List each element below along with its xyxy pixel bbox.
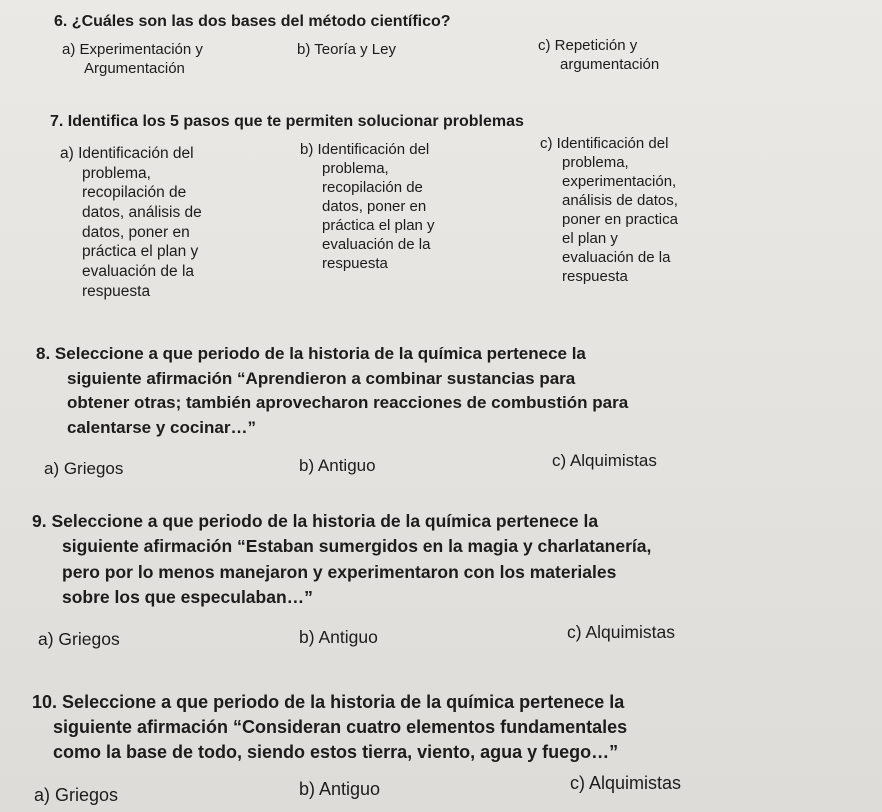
question-line: pero por lo menos manejaron y experimentaron con los materiales bbox=[62, 561, 617, 582]
q10-option-c: c) Alquimistas bbox=[570, 773, 682, 793]
q8-option-a: a) Griegos bbox=[44, 459, 124, 478]
question-line: Seleccione a que periodo de la historia de la química pertenece la bbox=[54, 344, 586, 363]
question-line: sobre los que especulaban…” bbox=[62, 587, 313, 608]
q8-option-c: c) Alquimistas bbox=[552, 451, 657, 470]
q9-option-c: c) Alquimistas bbox=[567, 622, 675, 642]
question-line: siguiente afirmación “Estaban sumergidos en la magia y charlatanería, bbox=[62, 536, 652, 557]
question-line: obtener otras; también aprovecharon reacciones de combustión para bbox=[67, 393, 629, 413]
question-line: como la base de todo, siendo estos tierra, viento, agua y fuego…” bbox=[53, 741, 619, 762]
question-number: 8. bbox=[36, 344, 51, 363]
question-text: ¿Cuáles son las dos bases del método científico? bbox=[71, 13, 451, 30]
question-line: Seleccione a que periodo de la historia de la química pertenece la bbox=[62, 692, 625, 712]
question-number: 6. bbox=[54, 13, 68, 30]
question-6 bbox=[54, 12, 451, 32]
question-number: 10. bbox=[32, 692, 58, 712]
question-line: siguiente afirmación “Consideran cuatro elementos fundamentales bbox=[53, 716, 628, 737]
q7-option-a: a) Identificación del problema, recopilación de datos, análisis de datos, poner en práctica el plan y evaluación de la respuesta bbox=[60, 145, 202, 300]
q8-option-b: b) Antiguo bbox=[299, 456, 376, 475]
q7-option-c: c) Identificación del problema, experimentación, análisis de datos, poner en practica el plan y evaluación de la respuesta bbox=[540, 135, 678, 286]
question-line: Seleccione a que periodo de la historia de la química pertenece la bbox=[51, 511, 599, 531]
question-7 bbox=[50, 112, 524, 132]
question-9 bbox=[32, 509, 651, 611]
question-line: calentarse y cocinar…” bbox=[67, 417, 256, 437]
q9-option-b: b) Antiguo bbox=[299, 627, 378, 647]
q7-option-b: b) Identificación del problema, recopilación de datos, poner en práctica el plan y evaluación de la respuesta bbox=[300, 141, 435, 273]
question-number: 9. bbox=[32, 511, 47, 531]
q10-option-a: a) Griegos bbox=[34, 785, 119, 805]
q9-option-a: a) Griegos bbox=[38, 629, 120, 649]
question-8 bbox=[36, 342, 628, 441]
q6-option-b: b) Teoría y Ley bbox=[297, 41, 396, 58]
question-10 bbox=[32, 690, 627, 764]
question-text: Identifica los 5 pasos que te permiten solucionar problemas bbox=[67, 113, 524, 130]
question-line: siguiente afirmación “Aprendieron a combinar sustancias para bbox=[67, 368, 576, 388]
question-number: 7. bbox=[50, 113, 64, 130]
q6-option-c: c) Repetición y argumentación bbox=[538, 37, 660, 74]
q6-option-a: a) Experimentación y Argumentación bbox=[62, 41, 203, 78]
q10-option-b: b) Antiguo bbox=[299, 779, 381, 799]
